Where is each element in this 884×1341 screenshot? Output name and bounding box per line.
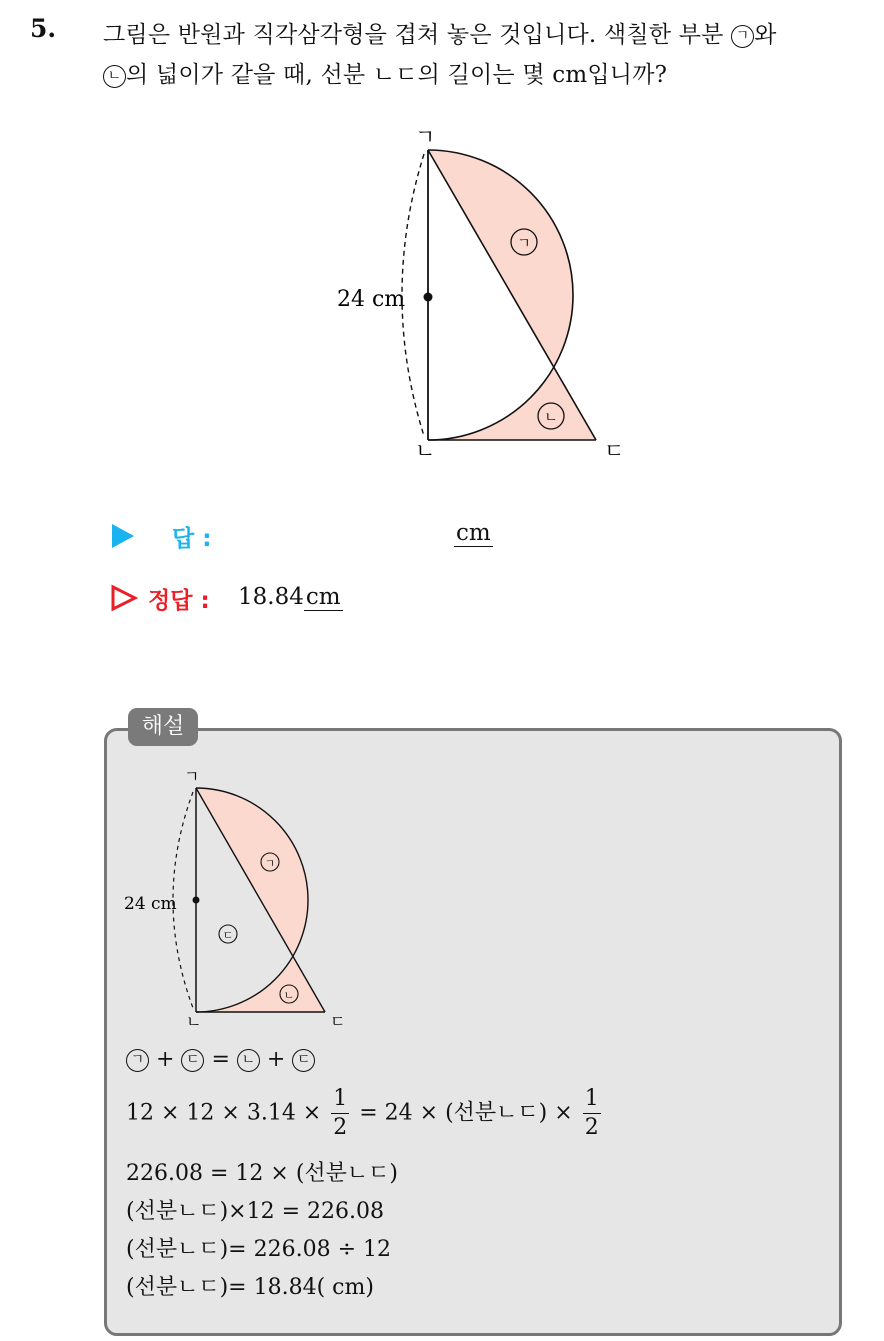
region-label-nieun: ㄴ: [544, 410, 558, 426]
solution-label-giyeok: ㄱ: [184, 770, 200, 786]
shaded-region-giyeok: [428, 150, 574, 368]
solution-length-label: 24 cm: [124, 894, 177, 914]
answer-unit: cm: [456, 520, 491, 546]
solution-tag: 해설: [128, 708, 198, 746]
circled-digeut: ㄷ: [181, 1049, 204, 1072]
correct-unit: cm: [305, 584, 341, 610]
label-digeut: ㄷ: [604, 439, 625, 463]
correct-label: 정답 :: [148, 588, 210, 614]
solution-region-digeut: ㄷ: [222, 929, 234, 942]
solution-shaded-nieun: [196, 956, 325, 1012]
question-text-1: 그림은 반원과 직각삼각형을 겹쳐 놓은 것입니다. 색칠한 부분: [103, 22, 732, 48]
solution-eq-2: [126, 1088, 604, 1139]
answer-arrow-icon: [112, 524, 134, 548]
solution-eq-1: [126, 1047, 315, 1072]
solution-label-digeut: ㄷ: [330, 1012, 346, 1031]
solution-label-nieun: ㄴ: [186, 1012, 202, 1031]
equals-sign: =: [211, 1047, 230, 1072]
circled-nieun-symbol: ㄴ: [103, 65, 126, 88]
dimension-arc: [402, 154, 424, 436]
solution-region-nieun: ㄴ: [283, 989, 295, 1002]
region-label-giyeok: ㄱ: [517, 236, 531, 252]
solution-eq-3: 226.08 = 12 × (선분ㄴㄷ): [126, 1161, 398, 1186]
question-line-1: [103, 16, 776, 49]
circled-digeut-2: ㄷ: [292, 1049, 315, 1072]
answer-label: 답 :: [172, 526, 212, 552]
length-label: 24 cm: [337, 287, 406, 312]
solution-eq-5: (선분ㄴㄷ)= 226.08 ÷ 12: [126, 1237, 391, 1262]
eq2-left: 12 × 12 × 3.14 ×: [126, 1100, 322, 1126]
circled-giyeok: ㄱ: [126, 1049, 149, 1072]
correct-answer: [238, 584, 343, 610]
shaded-region-nieun: [428, 368, 596, 440]
label-giyeok: ㄱ: [415, 125, 436, 149]
question-line-2: [103, 56, 667, 89]
question-text-2: 의 넓이가 같을 때, 선분 ㄴㄷ의 길이는 몇 cm입니까?: [126, 62, 668, 88]
correct-arrow-icon: [110, 584, 138, 612]
answer-input[interactable]: [454, 520, 493, 546]
solution-figure: [118, 770, 358, 1032]
plus-sign-2: +: [266, 1047, 286, 1072]
label-nieun: ㄴ: [415, 439, 436, 463]
correct-value: 18.84: [238, 584, 304, 610]
question-text-1-end: 와: [754, 22, 777, 48]
solution-eq-6: (선분ㄴㄷ)= 18.84( cm): [126, 1275, 374, 1300]
circled-nieun: ㄴ: [237, 1049, 260, 1072]
solution-shaded-giyeok: [196, 788, 308, 956]
fraction-half-2: $\frac{1}{2}$: [584, 1086, 599, 1140]
eq2-mid: = 24 × (선분ㄴㄷ) ×: [359, 1100, 573, 1126]
plus-sign: +: [156, 1047, 175, 1072]
center-dot: [424, 293, 433, 302]
solution-eq-4: (선분ㄴㄷ)×12 = 226.08: [126, 1199, 385, 1224]
solution-region-giyeok: ㄱ: [264, 857, 276, 870]
question-number: 5.: [30, 14, 57, 43]
fraction-half: $\frac{1}{2}$: [333, 1086, 348, 1140]
main-figure: [320, 120, 640, 465]
circled-giyeok-symbol: ㄱ: [731, 25, 754, 48]
